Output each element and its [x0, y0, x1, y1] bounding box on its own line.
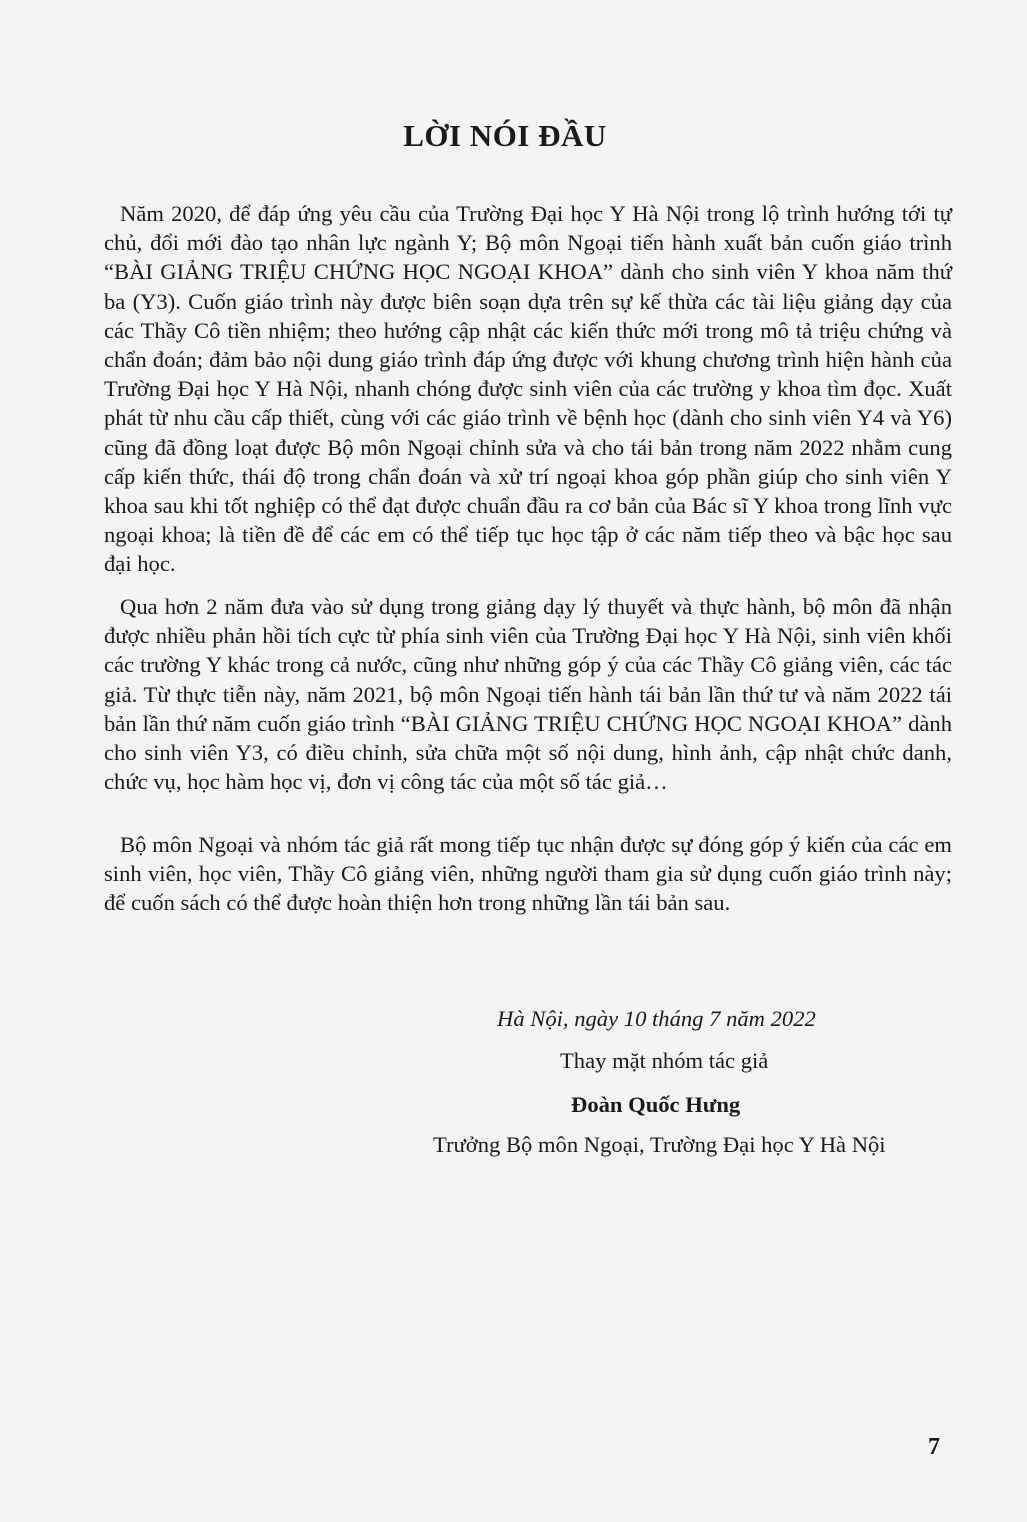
page-title: LỜI NÓI ĐẦU [403, 118, 607, 153]
paragraph-text: Năm 2020, để đáp ứng yêu cầu của Trường Đại học Y Hà Nội trong lộ trình hướng tới tự chủ, đổi mới đào tạo nhân lực ngành Y; Bộ môn Ngoại tiến hành xuất bản cuốn giáo trình “BÀI GIẢNG TRIỆU CHỨNG HỌC NGOẠI KHOA” dành cho sinh viên Y khoa năm thứ ba (Y3). Cuốn giáo trình này được biên soạn dựa trên sự kế thừa các tài liệu giảng dạy của các Thầy Cô tiền nhiệm; theo hướng cập nhật các kiến thức mới trong mô tả triệu chứng và chẩn đoán; đảm bảo nội dung giáo trình đáp ứng được với khung chương trình hiện hành của Trường Đại học Y Hà Nội, nhanh chóng được sinh viên của các trường y khoa tìm đọc. Xuất phát từ nhu cầu cấp thiết, cùng với các giáo trình về bệnh học (dành cho sinh viên Y4 và Y6) cũng đã đồng loạt được Bộ môn Ngoại chỉnh sửa và cho tái bản trong năm 2022 nhằm cung cấp kiến thức, thái độ trong chẩn đoán và xử trí ngoại khoa góp phần giúp cho sinh viên Y khoa sau khi tốt nghiệp có thể đạt được chuẩn đầu ra cơ bản của Bác sĩ Y khoa trong lĩnh vực ngoại khoa; là tiền đề để các em có thể tiếp tục học tập ở các năm tiếp theo và bậc học sau đại học. [104, 201, 952, 577]
paragraph-text: Qua hơn 2 năm đưa vào sử dụng trong giảng dạy lý thuyết và thực hành, bộ môn đã nhận được nhiều phản hồi tích cực từ phía sinh viên của Trường Đại học Y Hà Nội, sinh viên khối các trường Y khác trong cả nước, cũng như những góp ý của các Thầy Cô giảng viên, các tác giả. Từ thực tiễn này, năm 2021, bộ môn Ngoại tiến hành tái bản lần thứ tư và năm 2022 tái bản lần thứ năm cuốn giáo trình “BÀI GIẢNG TRIỆU CHỨNG HỌC NGOẠI KHOA” dành cho sinh viên Y3, có điều chỉnh, sửa chữa một số nội dung, hình ảnh, cập nhật chức danh, chức vụ, học hàm học vị, đơn vị công tác của một số tác giả… [104, 594, 952, 795]
signature-name: Đoàn Quốc Hưng [571, 1092, 741, 1117]
paragraph-1 [104, 199, 952, 579]
signature-role: Trưởng Bộ môn Ngoại, Trường Đại học Y Hà Nội [433, 1132, 886, 1157]
paragraph-3 [104, 830, 952, 918]
paragraph-2 [104, 592, 952, 796]
paragraph-text: Bộ môn Ngoại và nhóm tác giả rất mong tiếp tục nhận được sự đóng góp ý kiến của các em sinh viên, học viên, Thầy Cô giảng viên, những người tham gia sử dụng cuốn giáo trình này; để cuốn sách có thể được hoàn thiện hơn trong những lần tái bản sau. [104, 832, 952, 916]
signature-place-date: Hà Nội, ngày 10 tháng 7 năm 2022 [497, 1006, 816, 1031]
signature-on-behalf: Thay mặt nhóm tác giả [560, 1048, 769, 1073]
page-number: 7 [928, 1434, 940, 1460]
